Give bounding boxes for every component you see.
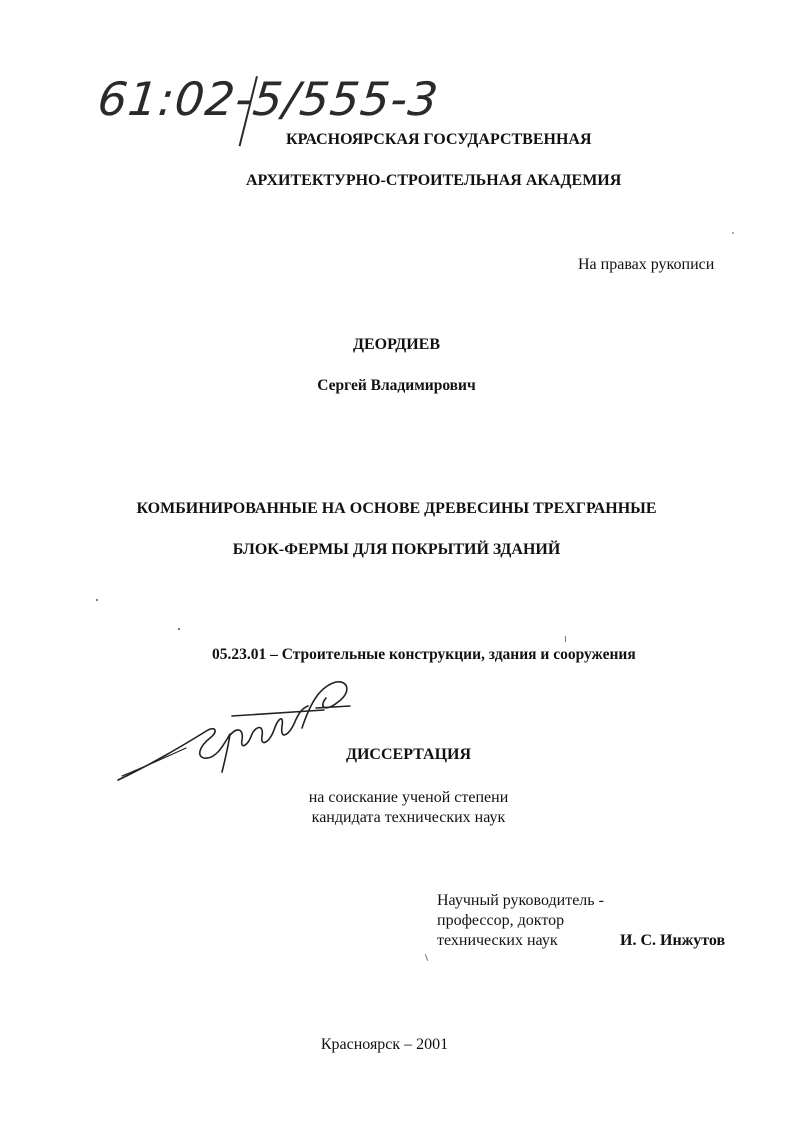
author-surname: ДЕОРДИЕВ [353,336,440,353]
dissertation-title-line-2: БЛОК-ФЕРМЫ ДЛЯ ПОКРЫТИЙ ЗДАНИЙ [232,541,561,558]
place-year: Красноярск – 2001 [320,1036,449,1053]
author-given-names: Сергей Владимирович [317,377,476,394]
author-signature [112,668,362,788]
scan-speck [565,636,566,642]
supervisor-name: И. С. Инжутов [620,932,726,949]
archive-code-handwritten: 61:02-5/555-3 [95,72,442,126]
supervisor-role-line-2: профессор, доктор [437,912,565,929]
dissertation-title-line-1: КОМБИНИРОВАННЫЕ НА ОСНОВЕ ДРЕВЕСИНЫ ТРЕХГРАННЫЕ [136,500,657,517]
degree-line-2: кандидата технических наук [311,809,506,826]
supervisor-role-line-1: Научный руководитель - [437,892,604,909]
scan-speck [732,232,734,234]
manuscript-note: На правах рукописи [578,256,715,273]
scan-speck [96,599,98,601]
institution-line-2: АРХИТЕКТУРНО-СТРОИТЕЛЬНАЯ АКАДЕМИЯ [246,172,622,189]
scan-speck [178,628,180,630]
scan-speck [425,954,428,961]
degree-line-1: на соискание ученой степени [308,789,509,806]
institution-line-1: КРАСНОЯРСКАЯ ГОСУДАРСТВЕННАЯ [286,131,592,148]
supervisor-role-line-3: технических наук [437,932,558,949]
document-type: ДИССЕРТАЦИЯ [345,746,472,763]
specialty-code: 05.23.01 – Строительные конструкции, здания и сооружения [212,646,636,663]
